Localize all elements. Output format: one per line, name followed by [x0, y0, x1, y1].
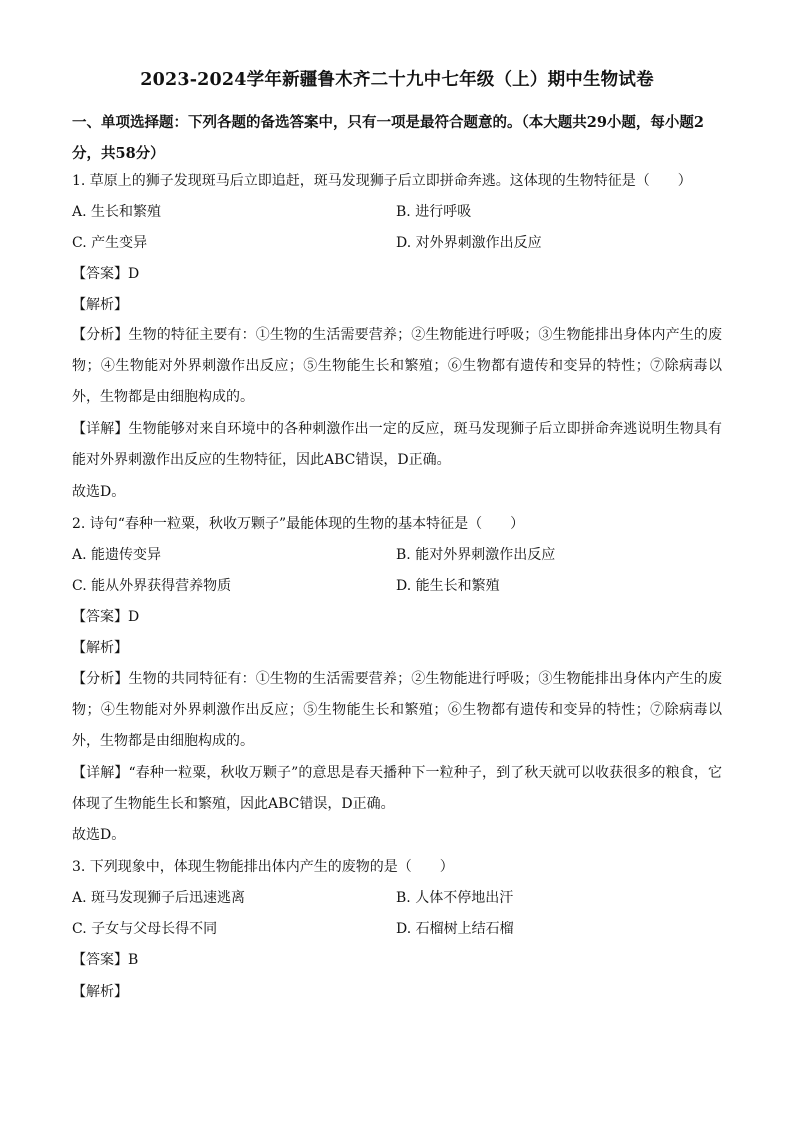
question-1-fenxi: 【分析】生物的特征主要有：①生物的生活需要营养；②生物能进行呼吸；③生物能排出身体内产生的废物；④生物能对外界刺激作出反应；⑤生物能生长和繁殖；⑥生物都有遗传和变异的特性；⑦除病毒以外，生物都是由细胞构成的。 [72, 327, 722, 405]
question-1-xiangjie: 【详解】生物能够对来自环境中的各种刺激作出一定的反应，斑马发现狮子后立即拼命奔逃说明生物具有能对外界刺激作出反应的生物特征，因此ABC错误，D正确。 [72, 421, 722, 468]
question-1-answer: 【答案】D [72, 266, 140, 282]
question-2-analysis-label: 【解析】 [72, 640, 128, 656]
question-2-option-c: C. 能从外界获得营养物质 [72, 578, 232, 594]
question-3-answer: 【答案】B [72, 952, 139, 968]
question-1-stem: 1. 草原上的狮子发现斑马后立即追赶，斑马发现狮子后立即拼命奔逃。这体现的生物特征是（ ） [72, 173, 692, 189]
question-1-option-c: C. 产生变异 [72, 235, 148, 251]
question-2-fenxi: 【分析】生物的共同特征有：①生物的生活需要营养；②生物能进行呼吸；③生物能排出身体内产生的废物；④生物能对外界刺激作出反应；⑤生物能生长和繁殖；⑥生物都有遗传和变异的特性；⑦除病毒以外，生物都是由细胞构成的。 [72, 671, 722, 749]
question-3-option-a: A. 斑马发现狮子后迅速逃离 [72, 890, 246, 906]
question-2-answer: 【答案】D [72, 609, 140, 625]
question-1-option-d: D. 对外界刺激作出反应 [396, 235, 542, 251]
question-1-option-b: B. 进行呼吸 [396, 204, 472, 220]
section-heading: 一、单项选择题：下列各题的备选答案中，只有一项是最符合题意的。（本大题共29小题，每小题2分，共58分） [72, 114, 705, 162]
question-3-stem: 3. 下列现象中，体现生物能排出体内产生的废物的是（ ） [72, 859, 454, 875]
question-3-option-c: C. 子女与父母长得不同 [72, 921, 218, 937]
question-1-conclusion: 故选D。 [72, 484, 126, 500]
question-3-analysis-label: 【解析】 [72, 984, 128, 1000]
question-3-option-b: B. 人体不停地出汗 [396, 890, 514, 906]
question-2-stem: 2. 诗句“春种一粒粟，秋收万颗子”最能体现的生物的基本特征是（ ） [72, 516, 525, 532]
question-2-option-d: D. 能生长和繁殖 [396, 578, 500, 594]
page-title: 2023-2024学年新疆鲁木齐二十九中七年级（上）期中生物试卷 [140, 70, 654, 90]
question-3-option-d: D. 石榴树上结石榴 [396, 921, 514, 937]
question-1-option-a: A. 生长和繁殖 [72, 204, 162, 220]
question-2-option-a: A. 能遗传变异 [72, 547, 162, 563]
question-1-analysis-label: 【解析】 [72, 297, 128, 313]
question-2-conclusion: 故选D。 [72, 827, 126, 843]
question-2-xiangjie: 【详解】“春种一粒粟，秋收万颗子”的意思是春天播种下一粒种子，到了秋天就可以收获很多的粮食，它体现了生物能生长和繁殖，因此ABC错误，D正确。 [72, 765, 722, 812]
question-2-option-b: B. 能对外界刺激作出反应 [396, 547, 556, 563]
